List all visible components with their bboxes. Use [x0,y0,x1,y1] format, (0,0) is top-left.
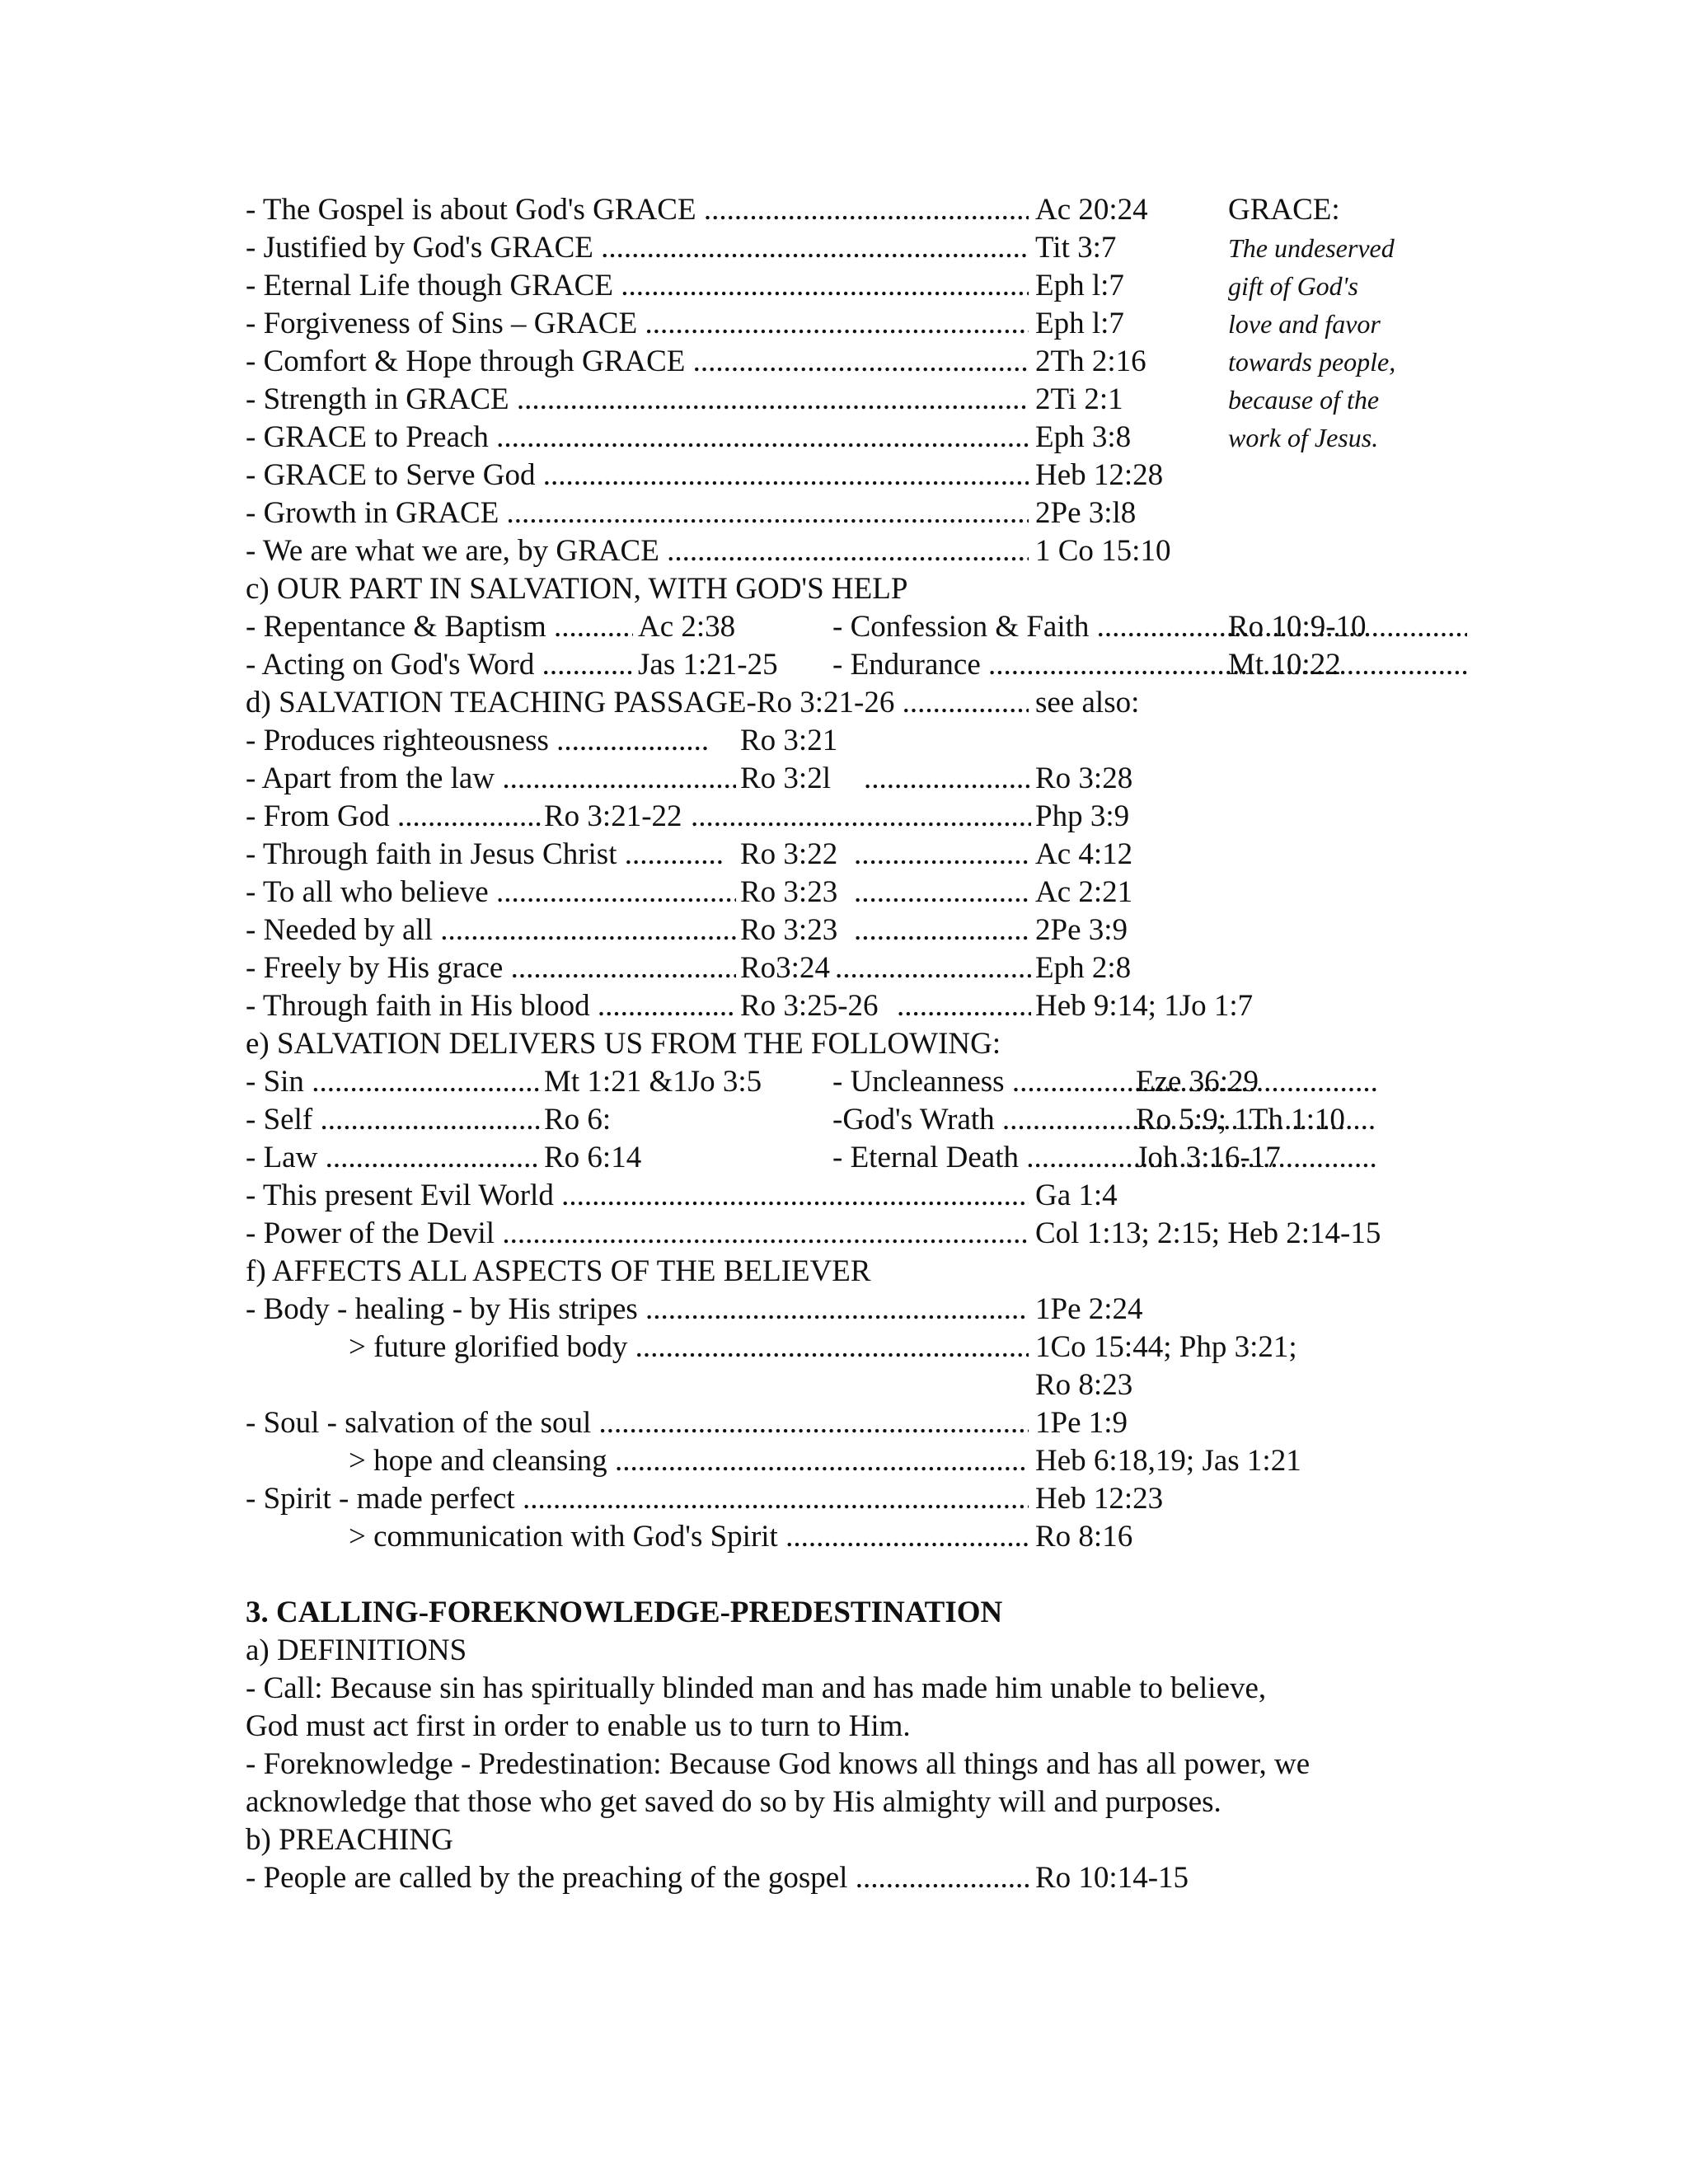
section-c-left-ref: Ac 2:38 [638,610,736,644]
section-d-ref: Ro 3:25-26 [740,989,879,1023]
section-d-leader [835,949,1031,987]
section-e-pair-row [246,1063,1449,1101]
section-f-ref: Ro 8:16 [1035,1520,1133,1554]
grace-item-text: - Eternal Life though GRACE ..... [246,267,1029,305]
section-d-text: - Freely by His grace ..... [246,949,736,987]
section-e-right-ref: Eze 36:29 [1136,1065,1259,1099]
section-e-pair-row [246,1139,1449,1177]
section-d-text: - Produces righteousness ..... [246,722,707,760]
section-d-also: Ac 2:21 [1035,875,1133,909]
section-d-ref: Ro3:24 [740,951,830,985]
section-spacer [246,1556,1449,1594]
preaching-ref: Ro 10:14-15 [1035,1861,1189,1895]
section-c-right-text: - Endurance ..... [832,646,1467,684]
section-d-row [246,798,1449,836]
section-c-right-ref: Mt 10:22 [1228,648,1341,682]
section-d-also: 2Pe 3:9 [1035,913,1128,947]
section-c-row [246,608,1449,646]
section-f-text: > future glorified body ..... [349,1329,1029,1366]
section-d-row [246,912,1449,949]
grace-item [246,267,1449,305]
section-e-text: - Power of the Devil ..... [246,1215,1029,1253]
section-e-right-text: - Uncleanness ..... [832,1063,1376,1101]
section-f-ref: 1Pe 1:9 [1035,1406,1128,1440]
section-f-text: > hope and cleansing ..... [349,1442,1029,1480]
grace-item-ref: Eph 3:8 [1035,420,1132,454]
section-c-left-text: - Repentance & Baptism ..... [246,608,633,646]
section-e-ref: Col 1:13; 2:15; Heb 2:14-15 [1035,1216,1381,1250]
section-e-left-text: - Law ..... [246,1139,541,1177]
section-f-ref: 1Co 15:44; Php 3:21; [1035,1330,1297,1364]
section-f-row [246,1518,1449,1556]
section-d-leader [864,760,1031,798]
section-d-also: Ro 3:28 [1035,762,1133,795]
section-d-leader [691,798,1031,836]
section-d-also: Ac 4:12 [1035,837,1133,871]
grace-item-text: - The Gospel is about God's GRACE ..... [246,191,1029,229]
definitions-heading: a) DEFINITIONS [246,1633,467,1667]
grace-item [246,419,1449,457]
section-e-heading: e) SALVATION DELIVERS US FROM THE FOLLOWING: [246,1027,1001,1061]
section-e-right-text: -God's Wrath ..... [832,1101,1376,1139]
section-e-right-text: - Eternal Death ..... [832,1139,1376,1177]
preaching-row [246,1859,1449,1897]
grace-definition-line: love and favor [1228,309,1381,339]
grace-item-ref: Tit 3:7 [1035,231,1117,265]
section-c-left-text: - Acting on God's Word ..... [246,646,633,684]
section-d-row [246,760,1449,798]
section-f-text: - Spirit - made perfect ..... [246,1480,1029,1518]
section-e-right-ref: Ro 5:9; 1Th 1:10 [1136,1103,1345,1137]
grace-item-text: - GRACE to Serve God ..... [246,457,1029,494]
section-d-also: Php 3:9 [1035,799,1130,833]
section-d-also: Eph 2:8 [1035,951,1132,985]
section-f-row [246,1442,1449,1480]
section-d-row [246,722,1449,760]
grace-item [246,457,1449,494]
grace-item [246,532,1449,570]
grace-item-text: - Forgiveness of Sins – GRACE ..... [246,305,1029,343]
section-d-row [246,987,1449,1025]
grace-block [246,191,1449,570]
call-definition-line: - Call: Because sin has spiritually blinded man and has made him unable to believe, [246,1671,1267,1705]
grace-item-ref: Eph l:7 [1035,307,1124,340]
section-d-ref: Ro 3:22 [740,837,838,871]
grace-definition-line: towards people, [1228,347,1396,377]
section-d-heading: d) SALVATION TEACHING PASSAGE-Ro 3:21-26 ..... [246,684,1029,722]
foreknowledge-definition-line: - Foreknowledge - Predestination: Because God knows all things and has all power, we [246,1747,1311,1781]
section-e-left-ref: Mt 1:21 &1Jo 3:5 [544,1065,762,1099]
section-d-text: - Needed by all ..... [246,912,736,949]
grace-item-text: - Growth in GRACE ..... [246,494,1029,532]
section-d-ref: Ro 3:21-22 [544,799,682,833]
section-e-row [246,1215,1449,1253]
section-e-left-ref: Ro 6: [544,1103,612,1137]
section-c-row [246,646,1449,684]
section-d-text: - Through faith in Jesus Christ ..... [246,836,724,874]
grace-item-text: - Justified by God's GRACE ..... [246,229,1029,267]
section-e-left-text: - Sin ..... [246,1063,541,1101]
section-e-ref: Ga 1:4 [1035,1179,1118,1212]
section-e-left-ref: Ro 6:14 [544,1141,642,1174]
document-page [246,191,1449,1897]
section-d-heading-row [246,684,1449,722]
grace-definition-line: work of Jesus. [1228,423,1379,452]
grace-item-ref: 2Pe 3:l8 [1035,496,1137,530]
grace-item-ref: Eph l:7 [1035,269,1124,302]
section-d-row [246,949,1449,987]
section-f-row [246,1329,1449,1366]
grace-definition-line: because of the [1228,385,1380,415]
section-d-ref: Ro 3:23 [740,875,838,909]
grace-item-ref: Ac 20:24 [1035,193,1148,227]
section-f-ref: Ro 8:23 [1035,1368,1133,1402]
section-f-ref: Heb 12:23 [1035,1482,1164,1516]
section-d-text: - Apart from the law ..... [246,760,736,798]
section-f-ref: 1Pe 2:24 [1035,1292,1143,1326]
grace-item-ref: Heb 12:28 [1035,458,1164,492]
grace-item [246,305,1449,343]
section-d-leader [854,836,1031,874]
section-d-text: - To all who believe ..... [246,874,736,912]
section-f-text: - Body - healing - by His stripes ..... [246,1291,1029,1329]
grace-item [246,343,1449,381]
section-f-row [246,1404,1449,1442]
grace-definition-line: The undeserved [1228,233,1395,263]
preaching-text: - People are called by the preaching of the gospel ..... [246,1859,1029,1897]
section-e-left-text: - Self ..... [246,1101,541,1139]
section-d-row [246,836,1449,874]
foreknowledge-definition-line: acknowledge that those who get saved do so by His almighty will and purposes. [246,1785,1221,1819]
section-e-right-ref: Joh 3:16-17 [1136,1141,1281,1174]
grace-item-text: - GRACE to Preach ..... [246,419,1029,457]
section-f-text: > communication with God's Spirit ..... [349,1518,1029,1556]
grace-item [246,229,1449,267]
section-d-text: - Through faith in His blood ..... [246,987,736,1025]
section-d-ref: Ro 3:23 [740,913,838,947]
section-d-leader [854,874,1031,912]
section-c-heading: c) OUR PART IN SALVATION, WITH GOD'S HELP [246,572,908,606]
grace-item [246,381,1449,419]
section-d-leader [897,987,1031,1025]
section-f-ref: Heb 6:18,19; Jas 1:21 [1035,1444,1301,1478]
grace-item-ref: 2Ti 2:1 [1035,382,1123,416]
section-d-ref: Ro 3:21 [740,724,838,757]
grace-item [246,191,1449,229]
grace-item-ref: 1 Co 15:10 [1035,534,1171,568]
section-e-pair-row [246,1101,1449,1139]
section-d-also: Heb 9:14; 1Jo 1:7 [1035,989,1254,1023]
section-f-row [246,1291,1449,1329]
preaching-heading: b) PREACHING [246,1823,453,1857]
section-f-row [246,1480,1449,1518]
grace-item-text: - Comfort & Hope through GRACE ..... [246,343,1029,381]
section-d-see-also: see also: [1035,686,1140,719]
section-f-heading: f) AFFECTS ALL ASPECTS OF THE BELIEVER [246,1254,871,1288]
section-e-text: - This present Evil World ..... [246,1177,1029,1215]
section-3-heading: 3. CALLING-FOREKNOWLEDGE-PREDESTINATION [246,1596,1003,1629]
section-d-row [246,874,1449,912]
grace-definition-line: gift of God's [1228,271,1358,301]
grace-item-ref: 2Th 2:16 [1035,344,1146,378]
grace-item-text: - We are what we are, by GRACE ..... [246,532,1029,570]
grace-definition-heading: GRACE: [1228,193,1340,227]
section-c-left-ref: Jas 1:21-25 [638,648,778,682]
grace-item-text: - Strength in GRACE ..... [246,381,1029,419]
section-e-row [246,1177,1449,1215]
call-definition-line: God must act first in order to enable us to turn to Him. [246,1709,911,1743]
section-f-text: - Soul - salvation of the soul ..... [246,1404,1029,1442]
section-d-ref: Ro 3:2l [740,762,831,795]
section-c-right-ref: Ro 10:9-10 [1228,610,1367,644]
section-d-text: - From God ..... [246,798,541,836]
section-c-right-text: - Confession & Faith ..... [832,608,1467,646]
section-f-row [246,1366,1449,1404]
section-d-leader [854,912,1031,949]
grace-item [246,494,1449,532]
